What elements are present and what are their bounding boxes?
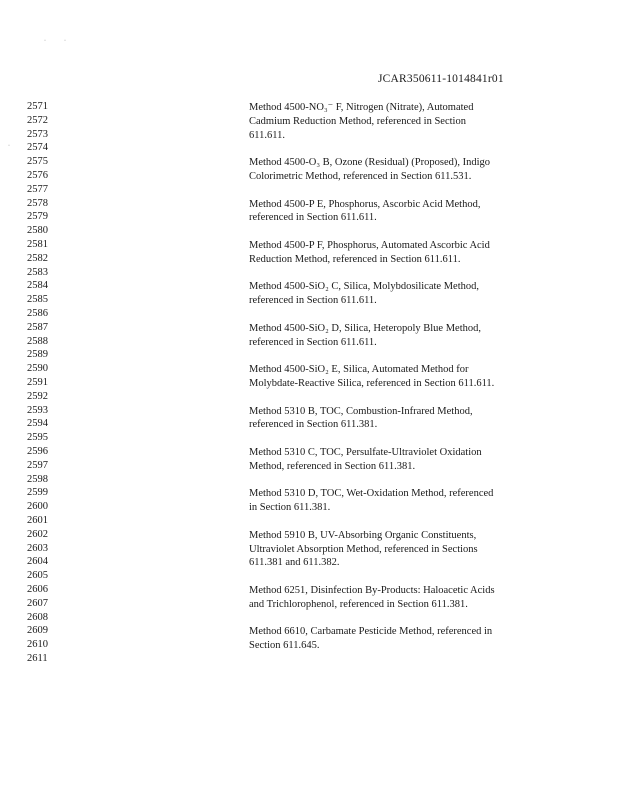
method-entry-line: 611.381 and 611.382. xyxy=(249,557,340,569)
line-number: 2589 xyxy=(27,349,48,361)
scan-speck: · xyxy=(44,38,46,44)
line-number: 2594 xyxy=(27,418,48,430)
method-entry xyxy=(249,101,549,142)
line-number: 2590 xyxy=(27,363,48,375)
method-entry-line: in Section 611.381. xyxy=(249,502,331,514)
method-entry-line: Method 6251, Disinfection By-Products: Haloacetic Acids xyxy=(249,585,495,596)
line-number: 2601 xyxy=(27,515,48,526)
line-number: 2591 xyxy=(27,377,48,388)
line-number: 2580 xyxy=(27,225,48,237)
method-entry-line: Method 5310 C, TOC, Persulfate-Ultraviolet Oxidation xyxy=(249,447,482,458)
method-entry-line: Molybdate-Reactive Silica, referenced in Section 611.611. xyxy=(249,377,495,389)
method-entry xyxy=(249,625,549,653)
method-entry xyxy=(249,239,549,267)
method-entry xyxy=(249,584,549,612)
method-entry-line: Ultraviolet Absorption Method, referenced in Sections xyxy=(249,543,478,555)
line-number: 2577 xyxy=(27,183,48,195)
method-entry-line: referenced in Section 611.611. xyxy=(249,212,377,224)
scan-speck: · xyxy=(8,143,10,149)
line-number: 2595 xyxy=(27,432,48,444)
line-number: 2576 xyxy=(27,170,48,181)
method-entry xyxy=(249,405,549,433)
line-number: 2608 xyxy=(27,611,48,623)
method-entry-line: Method 4500-SiO₂ C, Silica, Molybdosilicate Method, xyxy=(249,281,479,293)
method-entry-line: Method 5310 D, TOC, Wet-Oxidation Method, referenced xyxy=(249,488,494,500)
line-number: 2598 xyxy=(27,473,48,485)
line-number: 2578 xyxy=(27,197,48,209)
line-number: 2586 xyxy=(27,308,48,319)
line-number: 2610 xyxy=(27,639,48,651)
line-number: 2575 xyxy=(27,156,48,168)
line-number: 2587 xyxy=(27,321,48,333)
line-number: 2588 xyxy=(27,335,48,347)
method-entry-line: Reduction Method, referenced in Section 611.611. xyxy=(249,253,461,265)
line-number: 2599 xyxy=(27,487,48,499)
method-entry-line: Method 4500-NO₃⁻ F, Nitrogen (Nitrate), Automated xyxy=(249,102,474,113)
line-number: 2572 xyxy=(27,114,48,126)
line-number: 2573 xyxy=(27,128,48,140)
method-entry-line: Method 4500-SiO₂ D, Silica, Heteropoly Blue Method, xyxy=(249,322,482,334)
method-entry-line: Colorimetric Method, referenced in Section 611.531. xyxy=(249,170,472,182)
line-number: 2574 xyxy=(27,142,48,154)
line-number: 2593 xyxy=(27,404,48,416)
method-entry-line: 611.611. xyxy=(249,129,285,141)
method-entry-line: Cadmium Reduction Method, referenced in Section xyxy=(249,115,466,127)
line-number: 2605 xyxy=(27,570,48,582)
line-number: 2584 xyxy=(27,280,48,292)
line-number: 2585 xyxy=(27,294,48,306)
method-entry-line: Method 4500-P E, Phosphorus, Ascorbic Acid Method, xyxy=(249,198,481,210)
line-number: 2571 xyxy=(27,101,48,112)
line-number: 2579 xyxy=(27,211,48,223)
method-entry-line: Method, referenced in Section 611.381. xyxy=(249,460,416,472)
line-number: 2603 xyxy=(27,542,48,554)
scan-speck: · xyxy=(64,38,66,44)
method-entry-line: referenced in Section 611.611. xyxy=(249,295,377,307)
line-number: 2606 xyxy=(27,584,48,595)
line-number: 2602 xyxy=(27,528,48,540)
method-entry xyxy=(249,487,549,515)
method-entry-line: Section 611.645. xyxy=(249,640,320,652)
method-entry xyxy=(249,529,549,570)
line-number: 2583 xyxy=(27,266,48,278)
line-number: 2596 xyxy=(27,446,48,457)
line-number: 2581 xyxy=(27,239,48,250)
method-entry-line: Method 5910 B, UV-Absorbing Organic Constituents, xyxy=(249,529,477,541)
line-number: 2592 xyxy=(27,390,48,402)
method-entry-line: and Trichlorophenol, referenced in Section 611.381. xyxy=(249,598,468,610)
line-number: 2607 xyxy=(27,597,48,609)
line-number: 2609 xyxy=(27,625,48,637)
method-entry-line: referenced in Section 611.381. xyxy=(249,419,378,431)
method-entry-line: Method 4500-O₃ B, Ozone (Residual) (Proposed), Indigo xyxy=(249,157,491,169)
line-number: 2597 xyxy=(27,459,48,471)
document-id: JCAR350611-1014841r01 xyxy=(378,73,504,85)
method-entry xyxy=(249,198,549,226)
method-entry xyxy=(249,446,549,474)
method-entry xyxy=(249,322,549,350)
method-entry-line: Method 4500-SiO₂ E, Silica, Automated Method for xyxy=(249,364,469,376)
method-entry-line: Method 6610, Carbamate Pesticide Method, referenced in xyxy=(249,626,493,638)
method-entry xyxy=(249,363,549,391)
method-entry-line: referenced in Section 611.611. xyxy=(249,336,377,348)
line-number: 2604 xyxy=(27,556,48,568)
line-number: 2611 xyxy=(27,653,48,664)
method-entry-line: Method 4500-P F, Phosphorus, Automated Ascorbic Acid xyxy=(249,240,490,251)
method-entry xyxy=(249,156,549,184)
line-number: 2600 xyxy=(27,501,48,513)
method-entry xyxy=(249,280,549,308)
line-number: 2582 xyxy=(27,252,48,264)
method-entry-line: Method 5310 B, TOC, Combustion-Infrared Method, xyxy=(249,405,473,417)
